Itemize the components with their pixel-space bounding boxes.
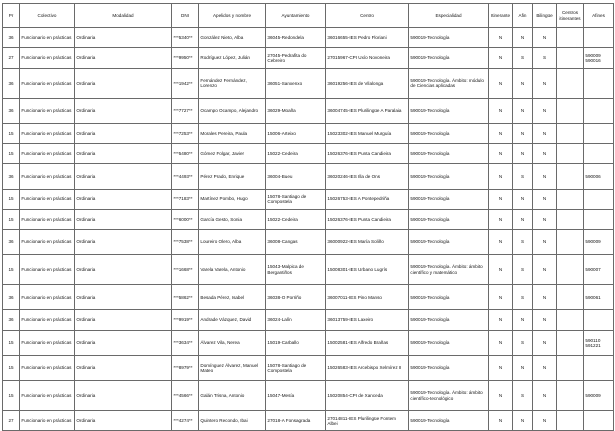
table-row — [3, 164, 614, 189]
table-row — [3, 355, 614, 380]
table-body — [3, 28, 614, 431]
cell-modalidad: Ordinaria — [75, 285, 172, 310]
cell-apellidos: Quintero Recondo, Ibai — [199, 411, 266, 431]
cell-bilingue: N — [533, 229, 557, 254]
table-row — [3, 144, 614, 164]
cell-ayuntamiento: 36038-O Porriño — [266, 285, 326, 310]
cell-centro: 15002581-IES Alfredo Brañas — [326, 330, 409, 355]
cell-bilingue: N — [533, 330, 557, 355]
cell-especialidad: 590019-Tecnología — [409, 330, 489, 355]
cell-colectivo: Funcionario en prácticas — [20, 98, 75, 123]
cell-centros-itinerantes — [557, 285, 584, 310]
table-header — [3, 4, 614, 28]
cell-centro: 15020854-CPI de Xanceda — [326, 381, 409, 411]
cell-bilingue: N — [533, 123, 557, 143]
cell-afines — [584, 98, 614, 123]
cell-ayuntamiento: 15019-Carballo — [266, 330, 326, 355]
cell-pr: 36 — [3, 285, 20, 310]
cell-afines — [584, 144, 614, 164]
cell-colectivo: Funcionario en prácticas — [20, 310, 75, 330]
header-afines: Afines — [584, 4, 614, 28]
cell-afines — [584, 28, 614, 48]
cell-especialidad: 590019-Tecnología. Ámbito: ámbito científico-tecnológico — [409, 381, 489, 411]
cell-centro: 15008301-IES Urbano Lugrís — [326, 255, 409, 285]
cell-centros-itinerantes — [557, 144, 584, 164]
cell-ayuntamiento: 15006-Arteixo — [266, 123, 326, 143]
cell-especialidad: 590019-Tecnología — [409, 229, 489, 254]
cell-pr: 36 — [3, 98, 20, 123]
cell-bilingue: N — [533, 68, 557, 98]
cell-colectivo: Funcionario en prácticas — [20, 255, 75, 285]
header-row — [3, 4, 614, 28]
cell-bilingue: N — [533, 28, 557, 48]
cell-itinerante: N — [489, 285, 513, 310]
cell-especialidad: 590019-Tecnología — [409, 310, 489, 330]
cell-centros-itinerantes — [557, 381, 584, 411]
cell-dni: ***4566** — [172, 381, 199, 411]
cell-colectivo: Funcionario en prácticas — [20, 411, 75, 431]
cell-ayuntamiento: 36045-Redondela — [266, 28, 326, 48]
cell-bilingue: N — [533, 164, 557, 189]
cell-centros-itinerantes — [557, 229, 584, 254]
header-apellidos: Apelidos y nombre — [199, 4, 266, 28]
header-itinerante: Itinerante — [489, 4, 513, 28]
table-row — [3, 229, 614, 254]
cell-pr: 15 — [3, 144, 20, 164]
cell-afin: S — [513, 255, 533, 285]
table-row — [3, 310, 614, 330]
cell-centro: 15026376-IES Punta Candieira — [326, 144, 409, 164]
cell-itinerante: N — [489, 330, 513, 355]
header-dni: DNI — [172, 4, 199, 28]
cell-especialidad: 590019-Tecnología — [409, 411, 489, 431]
cell-pr: 15 — [3, 381, 20, 411]
cell-centros-itinerantes — [557, 164, 584, 189]
cell-afines — [584, 123, 614, 143]
cell-dni: ***4274** — [172, 411, 199, 431]
table-row — [3, 209, 614, 229]
cell-pr: 27 — [3, 48, 20, 68]
cell-centros-itinerantes — [557, 310, 584, 330]
cell-colectivo: Funcionario en prácticas — [20, 330, 75, 355]
header-modalidad: Modalidad — [75, 4, 172, 28]
cell-dni: ***6000** — [172, 209, 199, 229]
cell-itinerante: N — [489, 411, 513, 431]
cell-itinerante: N — [489, 229, 513, 254]
cell-especialidad: 590019-Tecnología. Ámbito: módulo de Ciencias aplicadas — [409, 68, 489, 98]
cell-ayuntamiento: 15078-Santiago de Compostela — [266, 355, 326, 380]
cell-ayuntamiento: 36024-Lalín — [266, 310, 326, 330]
cell-afines — [584, 411, 614, 431]
cell-afin: S — [513, 330, 533, 355]
cell-bilingue: N — [533, 310, 557, 330]
cell-modalidad: Ordinaria — [75, 189, 172, 209]
cell-especialidad: 590019-Tecnología — [409, 164, 489, 189]
cell-centro: 36004745-IES Plurilingüe A Paralaia — [326, 98, 409, 123]
cell-afin: N — [513, 28, 533, 48]
cell-centros-itinerantes — [557, 189, 584, 209]
cell-afin: S — [513, 381, 533, 411]
cell-itinerante: N — [489, 189, 513, 209]
cell-modalidad: Ordinaria — [75, 144, 172, 164]
cell-centros-itinerantes — [557, 123, 584, 143]
cell-dni: ***8979** — [172, 355, 199, 380]
cell-pr: 15 — [3, 209, 20, 229]
cell-dni: ***7538** — [172, 229, 199, 254]
cell-ayuntamiento: 15043-Malpica de Bergantiños — [266, 255, 326, 285]
cell-especialidad: 590019-Tecnología — [409, 98, 489, 123]
cell-colectivo: Funcionario en prácticas — [20, 209, 75, 229]
cell-afines: 590061 — [584, 285, 614, 310]
cell-colectivo: Funcionario en prácticas — [20, 68, 75, 98]
cell-colectivo: Funcionario en prácticas — [20, 285, 75, 310]
cell-modalidad: Ordinaria — [75, 28, 172, 48]
cell-centro: 15026753-IES A Pontepedriña — [326, 189, 409, 209]
cell-itinerante: N — [489, 164, 513, 189]
cell-apellidos: Rodríguez López, Julián — [199, 48, 266, 68]
cell-modalidad: Ordinaria — [75, 310, 172, 330]
cell-especialidad: 590019-Tecnología. Ámbito: ámbito científico y matemático — [409, 255, 489, 285]
cell-afin: N — [513, 144, 533, 164]
cell-itinerante: N — [489, 48, 513, 68]
cell-apellidos: Andrade Vázquez, David — [199, 310, 266, 330]
cell-dni: ***7253** — [172, 123, 199, 143]
table-row — [3, 255, 614, 285]
cell-apellidos: Fernández Fernández, Lorenzo — [199, 68, 266, 98]
cell-bilingue: N — [533, 285, 557, 310]
table-row — [3, 330, 614, 355]
table-row — [3, 48, 614, 68]
cell-pr: 36 — [3, 229, 20, 254]
cell-itinerante: N — [489, 28, 513, 48]
cell-ayuntamiento: 36004-Bueu — [266, 164, 326, 189]
header-afin: Afin — [513, 4, 533, 28]
cell-itinerante: N — [489, 255, 513, 285]
cell-dni: ***5480** — [172, 144, 199, 164]
cell-bilingue: N — [533, 98, 557, 123]
cell-centros-itinerantes — [557, 68, 584, 98]
cell-colectivo: Funcionario en prácticas — [20, 28, 75, 48]
cell-colectivo: Funcionario en prácticas — [20, 164, 75, 189]
cell-pr: 15 — [3, 355, 20, 380]
cell-afin: N — [513, 189, 533, 209]
cell-centro: 36016655-IES Pedro Floriani — [326, 28, 409, 48]
cell-ayuntamiento: 36029-Moaña — [266, 98, 326, 123]
cell-afin: S — [513, 48, 533, 68]
cell-afin: N — [513, 123, 533, 143]
cell-modalidad: Ordinaria — [75, 68, 172, 98]
cell-afines: 590009 590016 — [584, 48, 614, 68]
cell-afines: 590007 — [584, 255, 614, 285]
cell-centros-itinerantes — [557, 330, 584, 355]
cell-dni: ***3634** — [172, 330, 199, 355]
cell-apellidos: Gómez Folgar, Javier — [199, 144, 266, 164]
cell-itinerante: N — [489, 381, 513, 411]
table-row — [3, 411, 614, 431]
cell-bilingue: N — [533, 189, 557, 209]
cell-afines — [584, 310, 614, 330]
cell-afin: N — [513, 98, 533, 123]
cell-apellidos: Galán Trisna, Antonio — [199, 381, 266, 411]
cell-afines — [584, 189, 614, 209]
cell-pr: 36 — [3, 28, 20, 48]
cell-centro: 15026376-IES Punta Candieira — [326, 209, 409, 229]
cell-bilingue: N — [533, 144, 557, 164]
cell-itinerante: N — [489, 123, 513, 143]
cell-apellidos: Morales Pereira, Paula — [199, 123, 266, 143]
cell-itinerante: N — [489, 98, 513, 123]
cell-especialidad: 590019-Tecnología — [409, 209, 489, 229]
cell-centros-itinerantes — [557, 255, 584, 285]
cell-afines — [584, 355, 614, 380]
cell-bilingue: N — [533, 411, 557, 431]
cell-centro: 36020246-IES Illa de Ons — [326, 164, 409, 189]
cell-afin: N — [513, 68, 533, 98]
cell-ayuntamiento: 15047-Mesía — [266, 381, 326, 411]
cell-afin: N — [513, 411, 533, 431]
cell-especialidad: 590019-Tecnología — [409, 123, 489, 143]
header-centros-itinerantes: Centros itinerantes — [557, 4, 584, 28]
cell-apellidos: Ocampo Ocampo, Alejandro — [199, 98, 266, 123]
cell-especialidad: 590019-Tecnología — [409, 48, 489, 68]
cell-apellidos: Loureiro Olero, Alba — [199, 229, 266, 254]
cell-centro: 36000922-IES María Soliño — [326, 229, 409, 254]
cell-bilingue: N — [533, 355, 557, 380]
assignments-table — [2, 3, 614, 431]
cell-centros-itinerantes — [557, 411, 584, 431]
cell-ayuntamiento: 15022-Cedeira — [266, 209, 326, 229]
cell-pr: 15 — [3, 189, 20, 209]
cell-modalidad: Ordinaria — [75, 48, 172, 68]
cell-pr: 15 — [3, 330, 20, 355]
table-row — [3, 28, 614, 48]
cell-centros-itinerantes — [557, 28, 584, 48]
cell-especialidad: 590019-Tecnología — [409, 144, 489, 164]
cell-pr: 27 — [3, 411, 20, 431]
cell-afines — [584, 209, 614, 229]
cell-dni: ***7183** — [172, 189, 199, 209]
cell-afines — [584, 68, 614, 98]
cell-centro: 36007011-IES Pino Manso — [326, 285, 409, 310]
cell-dni: ***5340** — [172, 28, 199, 48]
cell-apellidos: González Nieto, Alba — [199, 28, 266, 48]
cell-afin: S — [513, 164, 533, 189]
table-row — [3, 68, 614, 98]
cell-itinerante: N — [489, 68, 513, 98]
cell-especialidad: 590019-Tecnología — [409, 28, 489, 48]
cell-ayuntamiento: 27018-A Fonsagrada — [266, 411, 326, 431]
cell-especialidad: 590019-Tecnología — [409, 189, 489, 209]
cell-modalidad: Ordinaria — [75, 98, 172, 123]
cell-afines: 590006 — [584, 164, 614, 189]
table-row — [3, 285, 614, 310]
cell-dni: ***9950** — [172, 48, 199, 68]
cell-colectivo: Funcionario en prácticas — [20, 381, 75, 411]
cell-afin: S — [513, 285, 533, 310]
cell-afin: N — [513, 209, 533, 229]
cell-modalidad: Ordinaria — [75, 330, 172, 355]
cell-modalidad: Ordinaria — [75, 255, 172, 285]
cell-centro: 15026583-IES Arcebispo Xelmírez II — [326, 355, 409, 380]
cell-centros-itinerantes — [557, 209, 584, 229]
cell-bilingue: N — [533, 209, 557, 229]
cell-ayuntamiento: 15022-Cedeira — [266, 144, 326, 164]
cell-modalidad: Ordinaria — [75, 355, 172, 380]
cell-ayuntamiento: 15078-Santiago de Compostela — [266, 189, 326, 209]
cell-afin: S — [513, 229, 533, 254]
cell-ayuntamiento: 36008-Cangas — [266, 229, 326, 254]
cell-centro: 27014811-IES Plurilingüe Fontem Albei — [326, 411, 409, 431]
cell-dni: ***9919** — [172, 310, 199, 330]
cell-centros-itinerantes — [557, 98, 584, 123]
cell-itinerante: N — [489, 355, 513, 380]
table-row — [3, 381, 614, 411]
cell-pr: 36 — [3, 68, 20, 98]
cell-dni: ***5862** — [172, 285, 199, 310]
cell-centros-itinerantes — [557, 48, 584, 68]
cell-colectivo: Funcionario en prácticas — [20, 123, 75, 143]
cell-bilingue: S — [533, 48, 557, 68]
cell-afin: N — [513, 310, 533, 330]
cell-dni: ***1942** — [172, 68, 199, 98]
cell-apellidos: Martínez Pombo, Hugo — [199, 189, 266, 209]
cell-dni: ***4493** — [172, 164, 199, 189]
cell-apellidos: García Gesto, Sonia — [199, 209, 266, 229]
cell-colectivo: Funcionario en prácticas — [20, 189, 75, 209]
cell-apellidos: Domínguez Álvarez, Manuel Mateo — [199, 355, 266, 380]
cell-centro: 27015967-CPI Uxío Novoneira — [326, 48, 409, 68]
cell-modalidad: Ordinaria — [75, 123, 172, 143]
cell-pr: 15 — [3, 123, 20, 143]
cell-centro: 36019256-IES de Vilalonga — [326, 68, 409, 98]
header-ayuntamiento: Ayuntamiento — [266, 4, 326, 28]
table-row — [3, 98, 614, 123]
header-colectivo: Colectivo — [20, 4, 75, 28]
cell-centro: 36013759-IES Laxeiro — [326, 310, 409, 330]
cell-modalidad: Ordinaria — [75, 229, 172, 254]
cell-ayuntamiento: 27045-Pedrafita do Cebreiro — [266, 48, 326, 68]
cell-especialidad: 590019-Tecnología — [409, 285, 489, 310]
cell-dni: ***1668** — [172, 255, 199, 285]
cell-dni: ***7727** — [172, 98, 199, 123]
cell-pr: 36 — [3, 310, 20, 330]
header-pr: Pr — [3, 4, 20, 28]
cell-centros-itinerantes — [557, 355, 584, 380]
header-bilingue: Bilingüe — [533, 4, 557, 28]
cell-modalidad: Ordinaria — [75, 381, 172, 411]
cell-itinerante: N — [489, 144, 513, 164]
cell-modalidad: Ordinaria — [75, 164, 172, 189]
cell-modalidad: Ordinaria — [75, 209, 172, 229]
header-centro: Centro — [326, 4, 409, 28]
cell-afines: 590009 — [584, 381, 614, 411]
cell-afin: N — [513, 355, 533, 380]
cell-apellidos: Álvarez Vila, Nerea — [199, 330, 266, 355]
cell-ayuntamiento: 36051-Sanxenxo — [266, 68, 326, 98]
cell-colectivo: Funcionario en prácticas — [20, 144, 75, 164]
cell-itinerante: N — [489, 310, 513, 330]
header-especialidad: Especialidad — [409, 4, 489, 28]
cell-pr: 36 — [3, 164, 20, 189]
cell-pr: 15 — [3, 255, 20, 285]
cell-bilingue: N — [533, 381, 557, 411]
table-row — [3, 123, 614, 143]
cell-afines: 590009 — [584, 229, 614, 254]
cell-apellidos: Varela Varela, Antonio — [199, 255, 266, 285]
table-row — [3, 189, 614, 209]
cell-modalidad: Ordinaria — [75, 411, 172, 431]
cell-colectivo: Funcionario en prácticas — [20, 355, 75, 380]
cell-colectivo: Funcionario en prácticas — [20, 229, 75, 254]
cell-especialidad: 590019-Tecnología — [409, 355, 489, 380]
cell-itinerante: N — [489, 209, 513, 229]
cell-apellidos: Pérez Prado, Enrique — [199, 164, 266, 189]
cell-centro: 15023302-IES Manuel Murguía — [326, 123, 409, 143]
cell-apellidos: Besada Pérez, Isabel — [199, 285, 266, 310]
cell-afines: 590110 591221 — [584, 330, 614, 355]
cell-bilingue: N — [533, 255, 557, 285]
cell-colectivo: Funcionario en prácticas — [20, 48, 75, 68]
